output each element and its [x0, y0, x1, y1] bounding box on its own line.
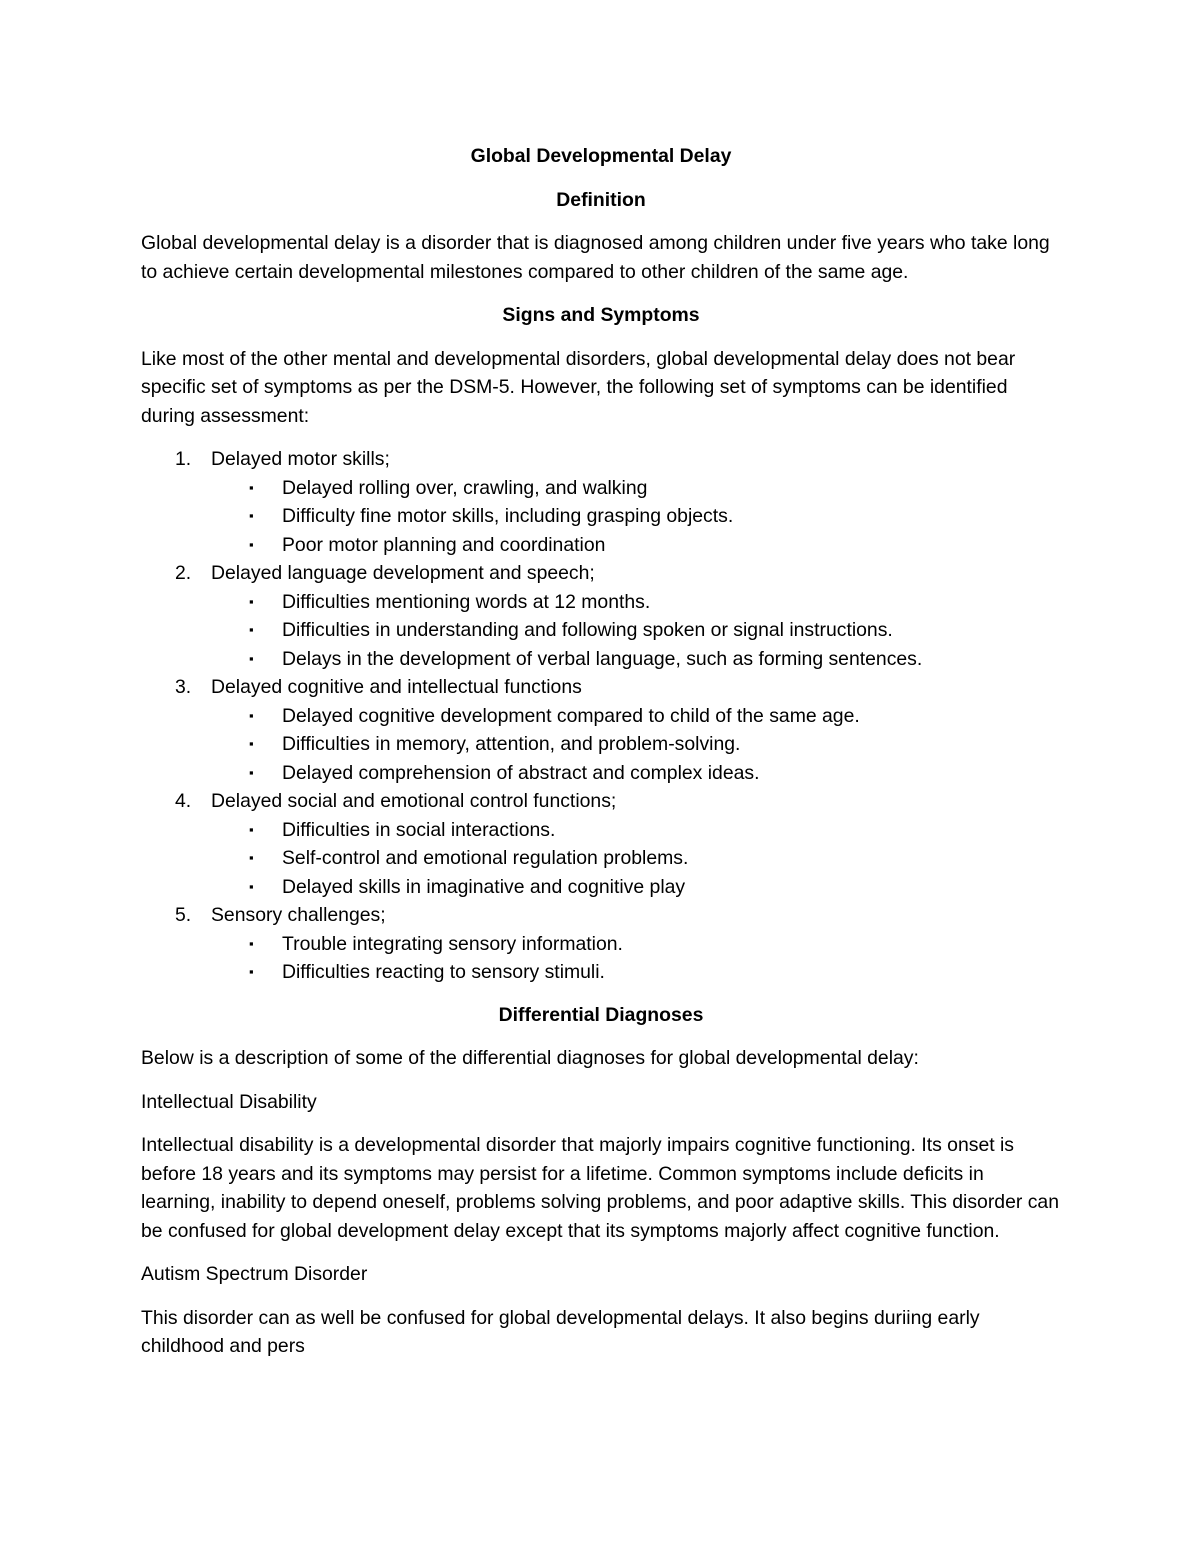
differential-diagnoses-heading: Differential Diagnoses: [498, 1003, 704, 1026]
symptom-sublist: [211, 930, 1061, 987]
symptom-sublist-item: [211, 474, 1061, 503]
square-bullet-icon: ▪: [249, 707, 254, 723]
symptom-sublist: [211, 588, 1061, 674]
symptom-list: [141, 445, 1061, 987]
symptom-sublist-text: Poor motor planning and coordination: [282, 533, 606, 556]
symptom-sublist-item: [211, 588, 1061, 617]
list-number: 3.: [175, 676, 192, 698]
symptom-sublist-text: Difficulties in memory, attention, and problem-solving.: [282, 733, 741, 755]
square-bullet-icon: ▪: [249, 593, 254, 609]
square-bullet-icon: ▪: [249, 479, 254, 495]
symptom-sublist-item: [211, 502, 1061, 531]
symptom-sublist-item: [211, 873, 1061, 902]
square-bullet-icon: ▪: [249, 622, 254, 637]
square-bullet-icon: ▪: [249, 850, 254, 865]
symptom-sublist-item: [211, 930, 1061, 959]
symptom-category-label: Delayed social and emotional control functions;: [211, 790, 617, 812]
symptom-sublist-text: Delayed skills in imaginative and cognitive play: [282, 875, 686, 898]
definition-paragraph: Global developmental delay is a disorder that is diagnosed among children under five years who take long to achieve certain developmental milestones compared to other children of the same age.: [141, 232, 1050, 283]
symptom-sublist-text: Delayed cognitive development compared to child of the same age.: [282, 704, 860, 727]
symptom-sublist-text: Difficulties in understanding and following spoken or signal instructions.: [282, 619, 893, 641]
signs-symptoms-heading: Signs and Symptoms: [502, 304, 700, 326]
symptom-sublist-item: [211, 958, 1061, 987]
symptom-sublist-text: Difficulties mentioning words at 12 months.: [282, 590, 651, 613]
document-body: [141, 142, 1061, 1376]
symptom-category-item: [141, 445, 1061, 559]
definition-heading: Definition: [556, 188, 646, 211]
symptom-sublist-item: [211, 844, 1061, 873]
square-bullet-icon: ▪: [249, 650, 254, 666]
list-number: 1.: [175, 448, 192, 470]
symptom-sublist: [211, 474, 1061, 560]
symptom-sublist-item: [211, 645, 1061, 674]
symptom-category-label: Delayed cognitive and intellectual functions: [211, 676, 582, 698]
signs-intro-paragraph: Like most of the other mental and developmental disorders, global developmental delay does not bear specific set of symptoms as per the DSM-5. However, the following set of symptoms can be identified during assessment:: [141, 347, 1016, 427]
symptom-category-label: Delayed motor skills;: [211, 448, 390, 470]
symptom-category-item: [141, 787, 1061, 901]
symptom-sublist-text: Trouble integrating sensory information.: [282, 932, 623, 955]
symptom-sublist-text: Delays in the development of verbal language, such as forming sentences.: [282, 647, 923, 670]
symptom-category-label: Delayed language development and speech;: [211, 562, 595, 584]
symptom-sublist: [211, 702, 1061, 788]
differential-intro-paragraph: Below is a description of some of the differential diagnoses for global developmental delay:: [141, 1047, 919, 1069]
intellectual-disability-heading: Intellectual Disability: [141, 1090, 317, 1113]
square-bullet-icon: ▪: [249, 964, 254, 979]
intellectual-disability-paragraph: Intellectual disability is a developmental disorder that majorly impairs cognitive functioning. Its onset is before 18 years and its symptoms may persist for a lifetime. Common symptoms include deficits in learning, inability to depend oneself, problems solving problems, and poor adaptive skills. This disorder can be confused for global development delay except that its symptoms majorly affect cognitive function.: [141, 1134, 1059, 1242]
symptom-sublist-text: Difficulty fine motor skills, including grasping objects.: [282, 505, 734, 527]
symptom-sublist-item: [211, 702, 1061, 731]
square-bullet-icon: ▪: [249, 878, 254, 894]
square-bullet-icon: ▪: [249, 536, 254, 552]
symptom-sublist-item: [211, 531, 1061, 560]
symptom-sublist: [211, 816, 1061, 902]
list-number: 2.: [175, 562, 192, 584]
square-bullet-icon: ▪: [249, 736, 254, 751]
list-number: 5.: [175, 904, 192, 926]
square-bullet-icon: ▪: [249, 508, 254, 523]
symptom-sublist-item: [211, 759, 1061, 788]
autism-spectrum-disorder-heading: Autism Spectrum Disorder: [141, 1263, 368, 1285]
symptom-sublist-item: [211, 816, 1061, 845]
symptom-category-label: Sensory challenges;: [211, 904, 386, 926]
document-title: Global Developmental Delay: [470, 145, 732, 167]
symptom-sublist-item: [211, 730, 1061, 759]
square-bullet-icon: ▪: [249, 935, 254, 951]
list-number: 4.: [175, 790, 192, 812]
symptom-sublist-text: Delayed rolling over, crawling, and walking: [282, 476, 648, 499]
symptom-sublist-text: Self-control and emotional regulation problems.: [282, 847, 689, 869]
symptom-sublist-text: Difficulties in social interactions.: [282, 818, 556, 841]
symptom-sublist-text: Delayed comprehension of abstract and complex ideas.: [282, 761, 760, 784]
symptom-sublist-item: [211, 616, 1061, 645]
symptom-sublist-text: Difficulties reacting to sensory stimuli.: [282, 961, 605, 983]
square-bullet-icon: ▪: [249, 821, 254, 837]
symptom-category-item: [141, 901, 1061, 987]
symptom-category-item: [141, 673, 1061, 787]
square-bullet-icon: ▪: [249, 764, 254, 780]
symptom-category-item: [141, 559, 1061, 673]
autism-spectrum-disorder-paragraph: This disorder can as well be confused for global developmental delays. It also begins duriing early childhood and pers: [141, 1306, 980, 1357]
